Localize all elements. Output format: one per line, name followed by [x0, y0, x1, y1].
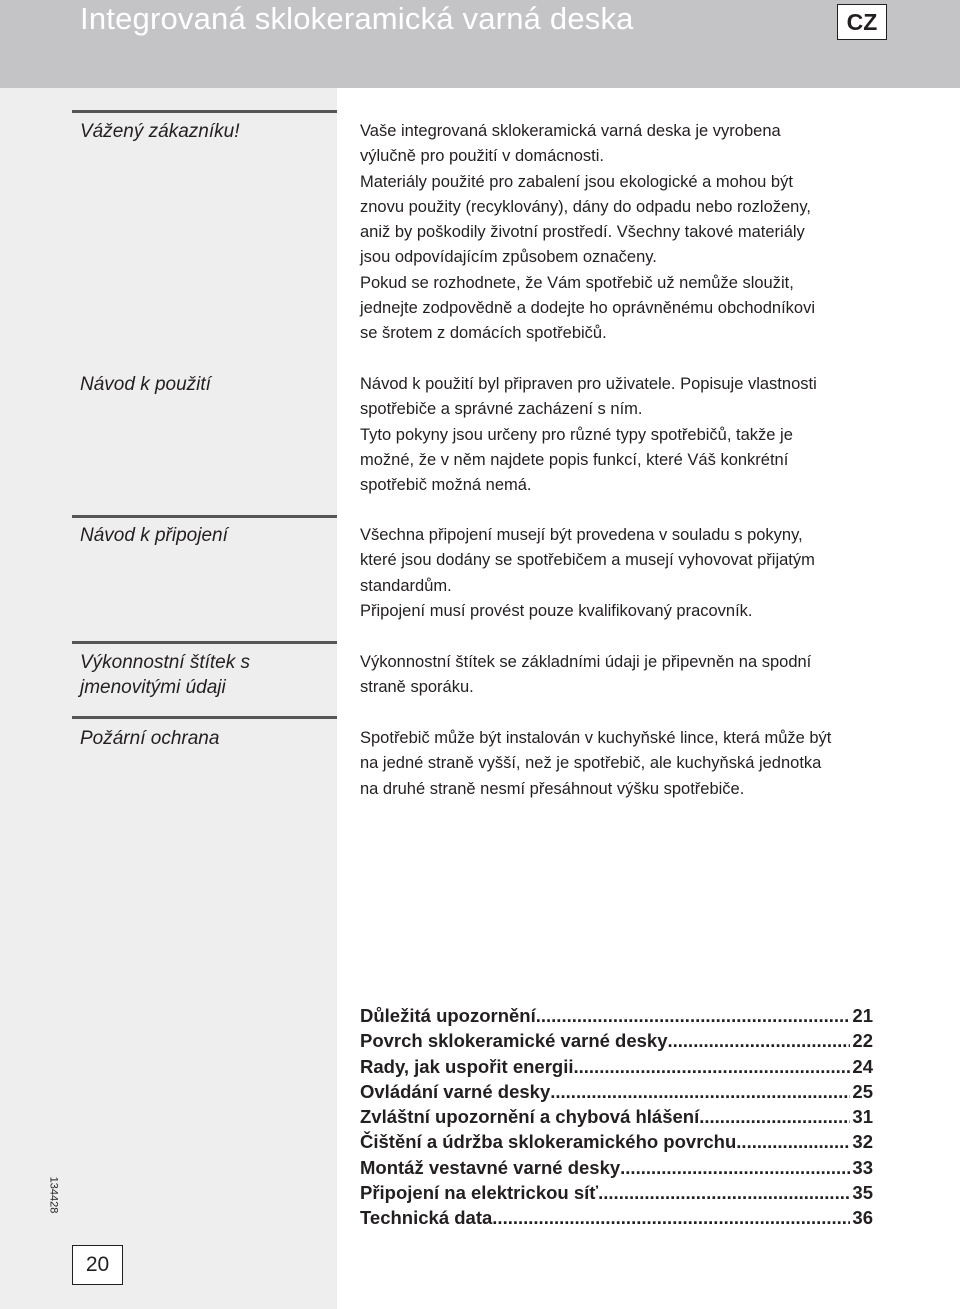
section-text-usage [360, 372, 900, 498]
text-line: na druhé straně nesmí přesáhnout výšku spotřebiče. [360, 779, 745, 798]
section-heading-usage: Návod k použití [80, 374, 211, 395]
text-line: Pokud se rozhodnete, že Vám spotřebič už nemůže sloužit, [360, 273, 794, 292]
text-line: Materiály použité pro zabalení jsou ekologické a mohou být [360, 172, 793, 191]
toc-entry[interactable] [360, 1129, 873, 1154]
language-badge: CZ [837, 4, 887, 40]
text-line: Výkonnostní štítek se základními údaji je připevněn na spodní [360, 653, 812, 671]
text-line: Všechna připojení musejí být provedena v souladu s pokyny, [360, 526, 803, 544]
text-line: možné, že v něm najdete popis funkcí, které Váš konkrétní [360, 450, 789, 469]
text-line: straně sporáku. [360, 678, 474, 697]
toc-leader [736, 1129, 850, 1154]
toc-page: 24 [852, 1055, 873, 1077]
toc-leader [668, 1028, 851, 1053]
toc-leader [598, 1180, 850, 1205]
section-heading-rating-plate [80, 650, 330, 700]
text-line: výlučně pro použití v domácnosti. [360, 147, 604, 166]
toc-page: 32 [852, 1131, 873, 1153]
table-of-contents [360, 1003, 873, 1231]
toc-page: 22 [852, 1030, 873, 1052]
toc-page: 21 [852, 1005, 873, 1026]
text-line: Tyto pokyny jsou určeny pro různé typy spotřebičů, takže je [360, 425, 793, 444]
section-text-customer [360, 119, 900, 347]
toc-entry[interactable] [360, 1028, 873, 1053]
page-header [0, 0, 960, 88]
section-divider [72, 716, 337, 719]
toc-page: 35 [852, 1182, 873, 1204]
toc-entry[interactable] [360, 1003, 873, 1028]
text-line: jednejte zodpovědně a dodejte ho oprávněnému obchodníkovi [360, 299, 816, 318]
section-heading-customer: Vážený zákazníku! [80, 121, 240, 142]
text-line: se šrotem z domácích spotřebičů. [360, 324, 607, 343]
toc-title: Důležitá upozornění [360, 1005, 536, 1026]
toc-title: Povrch sklokeramické varné desky [360, 1030, 668, 1052]
section-text-connection [360, 523, 900, 624]
toc-page: 25 [852, 1080, 873, 1102]
section-divider [72, 641, 337, 644]
text-line: Spotřebič může být instalován v kuchyňské lince, která může být [360, 729, 832, 747]
toc-entry[interactable] [360, 1205, 873, 1230]
text-line: spotřebiče a správné zacházení s ním. [360, 400, 643, 419]
toc-entry[interactable] [360, 1180, 873, 1205]
toc-entry[interactable] [360, 1155, 873, 1180]
section-text-rating-plate [360, 650, 900, 701]
toc-page: 33 [852, 1156, 873, 1178]
text-line: které jsou dodány se spotřebičem a musejí vyhovovat přijatým [360, 551, 815, 570]
text-line: Návod k použití byl připraven pro uživatele. Popisuje vlastnosti [360, 375, 817, 393]
toc-page: 31 [852, 1106, 873, 1128]
toc-leader [492, 1205, 850, 1230]
text-line: aniž by poškodily životní prostředí. Všechny takové materiály [360, 223, 805, 242]
section-divider [72, 110, 337, 113]
toc-title: Ovládání varné desky [360, 1080, 551, 1102]
page-title: Integrovaná sklokeramická varná deska [80, 1, 634, 36]
toc-entry[interactable] [360, 1104, 873, 1129]
heading-line: Výkonnostní štítek s [80, 652, 251, 673]
toc-page: 36 [852, 1207, 873, 1229]
text-line: Připojení musí provést pouze kvalifikovaný pracovník. [360, 601, 753, 620]
toc-leader [536, 1003, 851, 1028]
toc-leader [699, 1104, 850, 1129]
page-number: 20 [72, 1245, 123, 1285]
text-line: jsou odpovídajícím způsobem označeny. [360, 248, 657, 267]
text-line: standardům. [360, 576, 452, 595]
toc-title: Zvláštní upozornění a chybová hlášení [360, 1106, 700, 1128]
text-line: na jedné straně vyšší, než je spotřebič, ale kuchyňská jednotka [360, 754, 822, 773]
toc-leader [574, 1054, 851, 1079]
toc-leader [620, 1155, 850, 1180]
text-line: Vaše integrovaná sklokeramická varná deska je vyrobena [360, 122, 781, 140]
section-heading-fire-protection: Požární ochrana [80, 728, 220, 749]
document-code: 134428 [47, 1176, 60, 1214]
toc-title: Čištění a údržba sklokeramického povrchu [360, 1131, 737, 1153]
heading-line: jmenovitými údaji [80, 677, 226, 698]
toc-title: Připojení na elektrickou síť [360, 1182, 599, 1204]
toc-title: Rady, jak uspořit energii [360, 1055, 574, 1077]
section-text-fire-protection [360, 726, 900, 802]
section-heading-connection: Návod k připojení [80, 525, 228, 546]
text-line: spotřebič možná nemá. [360, 476, 532, 495]
toc-title: Montáž vestavné varné desky [360, 1156, 621, 1178]
toc-entry[interactable] [360, 1054, 873, 1079]
section-divider [72, 515, 337, 518]
toc-title: Technická data [360, 1207, 493, 1229]
toc-leader [550, 1079, 850, 1104]
toc-entry[interactable] [360, 1079, 873, 1104]
text-line: znovu použity (recyklovány), dány do odpadu nebo rozloženy, [360, 197, 811, 216]
